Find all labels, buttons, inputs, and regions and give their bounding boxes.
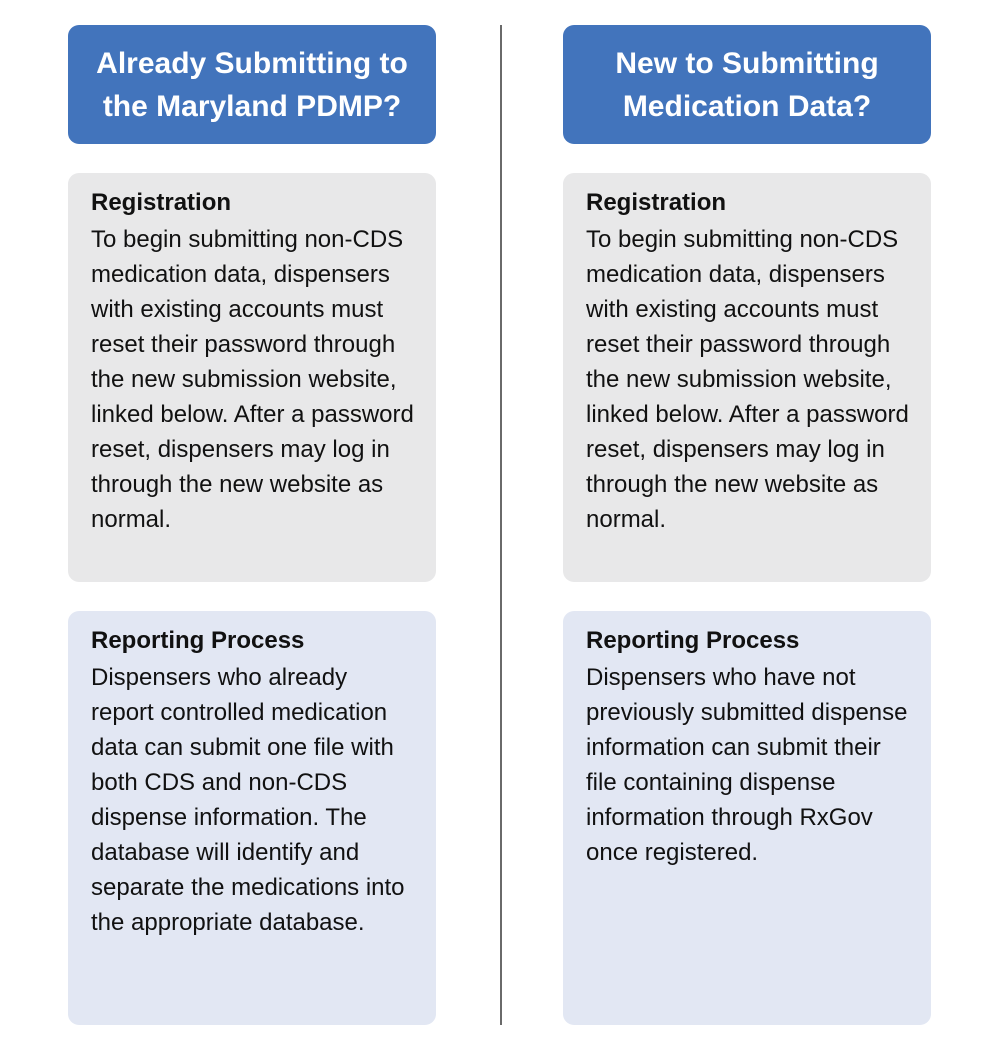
existing-registration-title: Registration	[91, 189, 232, 216]
existing-submitters-header: Already Submitting to the Maryland PDMP?	[68, 25, 436, 144]
existing-reporting-title: Reporting Process	[91, 627, 305, 654]
existing-submitters-column	[68, 25, 436, 936]
new-reporting-title: Reporting Process	[586, 627, 800, 654]
new-reporting-card	[563, 611, 931, 1025]
existing-registration-text: To begin submitting non-CDS medication data, dispensers with existing accounts must reset their password through the new submission website, linked below. After a password reset, dispensers may log in through the new website as normal.	[91, 226, 414, 533]
new-registration-title: Registration	[586, 189, 727, 216]
column-divider	[500, 25, 502, 1025]
new-submitters-header: New to Submitting Medication Data?	[563, 25, 931, 144]
existing-registration-card	[68, 173, 436, 582]
existing-reporting-text: Dispensers who already report controlled medication data can submit one file with both CDS and non-CDS dispense information. The database will identify and separate the medications into the appropriate database.	[91, 664, 405, 936]
new-reporting-text: Dispensers who have not previously submitted dispense information can submit their file containing dispense information through RxGov once registered.	[586, 664, 908, 866]
new-registration-card	[563, 173, 931, 582]
new-submitters-column	[563, 25, 931, 866]
existing-reporting-card	[68, 611, 436, 1025]
new-registration-text: To begin submitting non-CDS medication data, dispensers with existing accounts must reset their password through the new submission website, linked below. After a password reset, dispensers may log in through the new website as normal.	[586, 226, 909, 533]
